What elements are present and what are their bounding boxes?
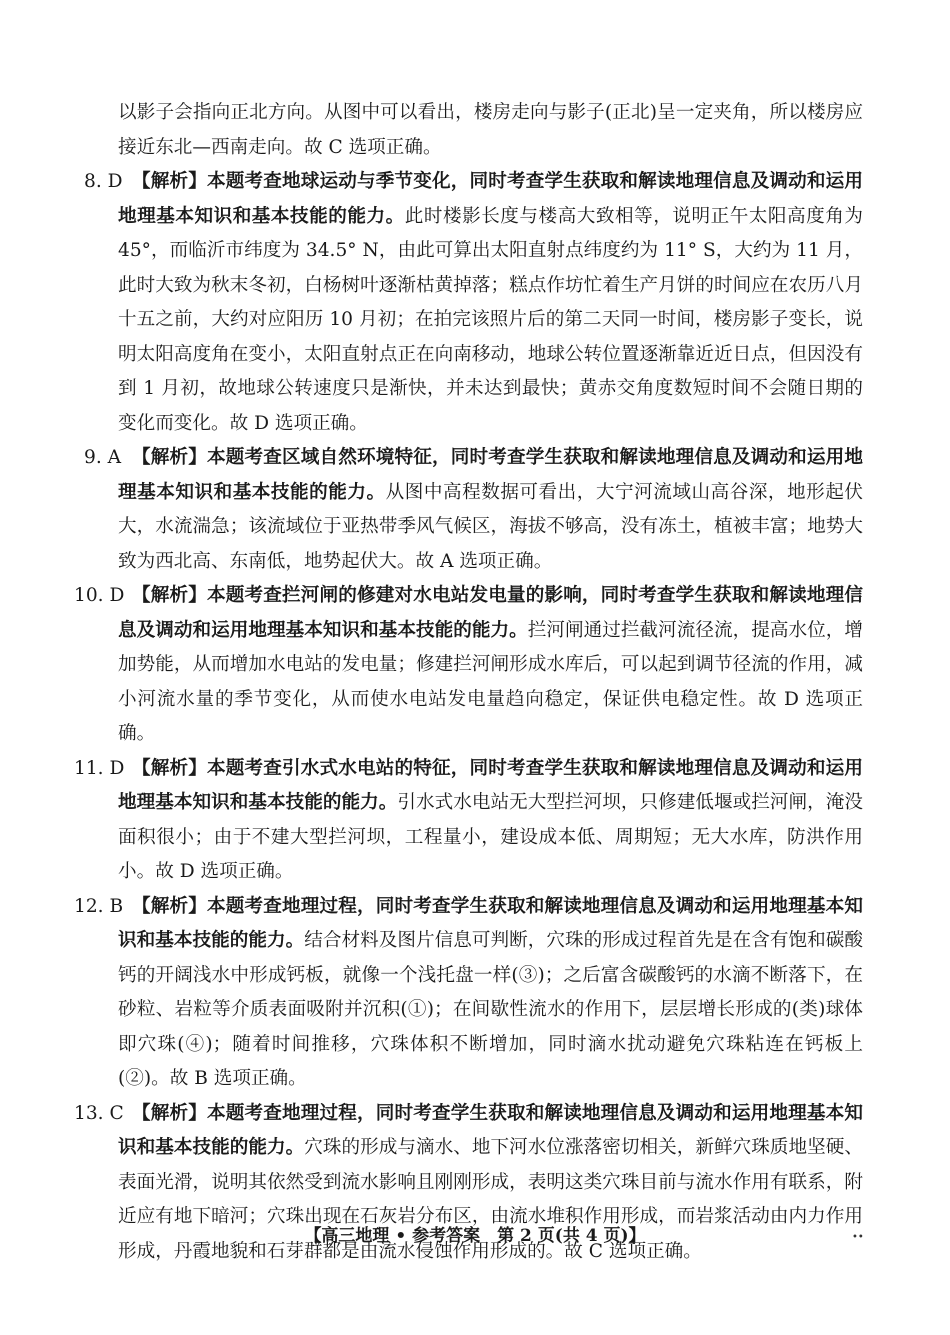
analysis-label: 【解析】 [132,757,207,779]
continuation-paragraph: 以影子会指向正北方向。从图中可以看出，楼房走向与影子(正北)呈一定夹角，所以楼房应接近东北—西南走向。故 C 选项正确。 [118,102,863,158]
question-number: 11. D [74,757,125,779]
question-9-explanation [84,441,863,579]
question-intro: 本题考查拦河闸的修建对水电站发电量的影响，同时考查学生获取和解读地理信息及调动和运用地理基本知识和基本技能的能力。 [118,585,863,641]
question-body: 结合材料及图片信息可判断，穴珠的形成过程首先是在含有饱和碳酸钙的开阔浅水中形成钙板，就像一个浅托盘一样(③)；之后富含碳酸钙的水滴不断落下，在砂粒、岩粒等介质表面吸附并沉积(①)；在间歇性流水的作用下，层层增长形成的(类)球体即穴珠(④)；随着时间推移，穴珠体积不断增加，同时滴水扰动避免穴珠粘连在钙板上(②)。故 B 选项正确。 [118,930,863,1089]
analysis-label: 【解析】 [132,447,207,468]
question-intro: 本题考查地理过程，同时考查学生获取和解读地理信息及调动和运用地理基本知识和基本技能的能力。 [118,1102,863,1158]
question-intro: 本题考查区域自然环境特征，同时考查学生获取和解读地理信息及调动和运用地理基本知识和基本技能的能力。 [118,447,863,503]
analysis-label: 【解析】 [132,171,207,192]
question-11-explanation [74,752,863,890]
question-number: 13. C [74,1102,124,1124]
question-intro: 本题考查引水式水电站的特征，同时考查学生获取和解读地理信息及调动和运用地理基本知识和基本技能的能力。 [118,757,863,813]
question-8-explanation [84,165,863,441]
question-number: 12. B [74,895,124,917]
question-number: 10. D [74,585,125,606]
question-body: 穴珠的形成与滴水、地下河水位涨落密切相关，新鲜穴珠质地坚硬、表面光滑，说明其依然受到流水影响且刚刚形成，表明这类穴珠目前与流水作用有联系，附近应有地下暗河；穴珠出现在石灰岩分布区，由流水堆积作用形成，而岩浆活动由内力作用形成，丹霞地貌和石芽群都是由流水侵蚀作用形成的。故 C 选项正确。 [118,1137,863,1262]
question-number: 9. A [84,447,122,468]
corner-mark: •• [852,1232,864,1243]
question-body: 从图中高程数据可看出，大宁河流域山高谷深，地形起伏大，水流湍急；该流域位于亚热带季风气候区，海拔不够高，没有冻土，植被丰富；地势大致为西北高、东南低，地势起伏大。故 A 选项正确。 [118,481,863,572]
question-intro: 本题考查地理过程，同时考查学生获取和解读地理信息及调动和运用地理基本知识和基本技能的能力。 [118,895,863,951]
question-intro: 本题考查地球运动与季节变化，同时考查学生获取和解读地理信息及调动和运用地理基本知识和基本技能的能力。 [118,171,863,227]
question-body: 拦河闸通过拦截河流径流，提高水位，增加势能，从而增加水电站的发电量；修建拦河闸形成水库后，可以起到调节径流的作用，减小河流水量的季节变化，从而使水电站发电量趋向稳定，保证供电稳定性。故 D 选项正确。 [118,619,863,744]
question-body: 此时楼影长度与楼高大致相等，说明正午太阳高度角为 45°，而临沂市纬度为 34.5° N，由此可算出太阳直射点纬度约为 11° S，大约为 11 月，此时大致为秋末冬初，白杨树叶逐渐枯黄掉落；糕点作坊忙着生产月饼的时间应在农历八月十五之前，大约对应阳历 10 月初；在拍完该照片后的第二天同一时间，楼房影子变长，说明太阳高度角在变小，太阳直射点正在向南移动，地球公转位置逐渐靠近近日点，但因没有到 1 月初，故地球公转速度只是渐快，并未达到最快；黄赤交角度数短时间不会随日期的变化而变化。故 D 选项正确。 [118,205,863,434]
analysis-label: 【解析】 [132,895,207,917]
question-number: 8. D [84,171,123,192]
analysis-label: 【解析】 [132,1102,207,1124]
question-body: 引水式水电站无大型拦河坝，只修建低堰或拦河闸，淹没面积很小；由于不建大型拦河坝，工程量小，建设成本低、周期短；无大水库，防洪作用小。故 D 选项正确。 [118,792,863,882]
question-10-explanation [74,579,863,752]
answer-content [0,96,950,1269]
question-12-explanation [74,890,863,1097]
analysis-label: 【解析】 [132,585,207,606]
page-footer: 【高三地理 • 参考答案 第 2 页(共 4 页)】 [304,1226,646,1246]
